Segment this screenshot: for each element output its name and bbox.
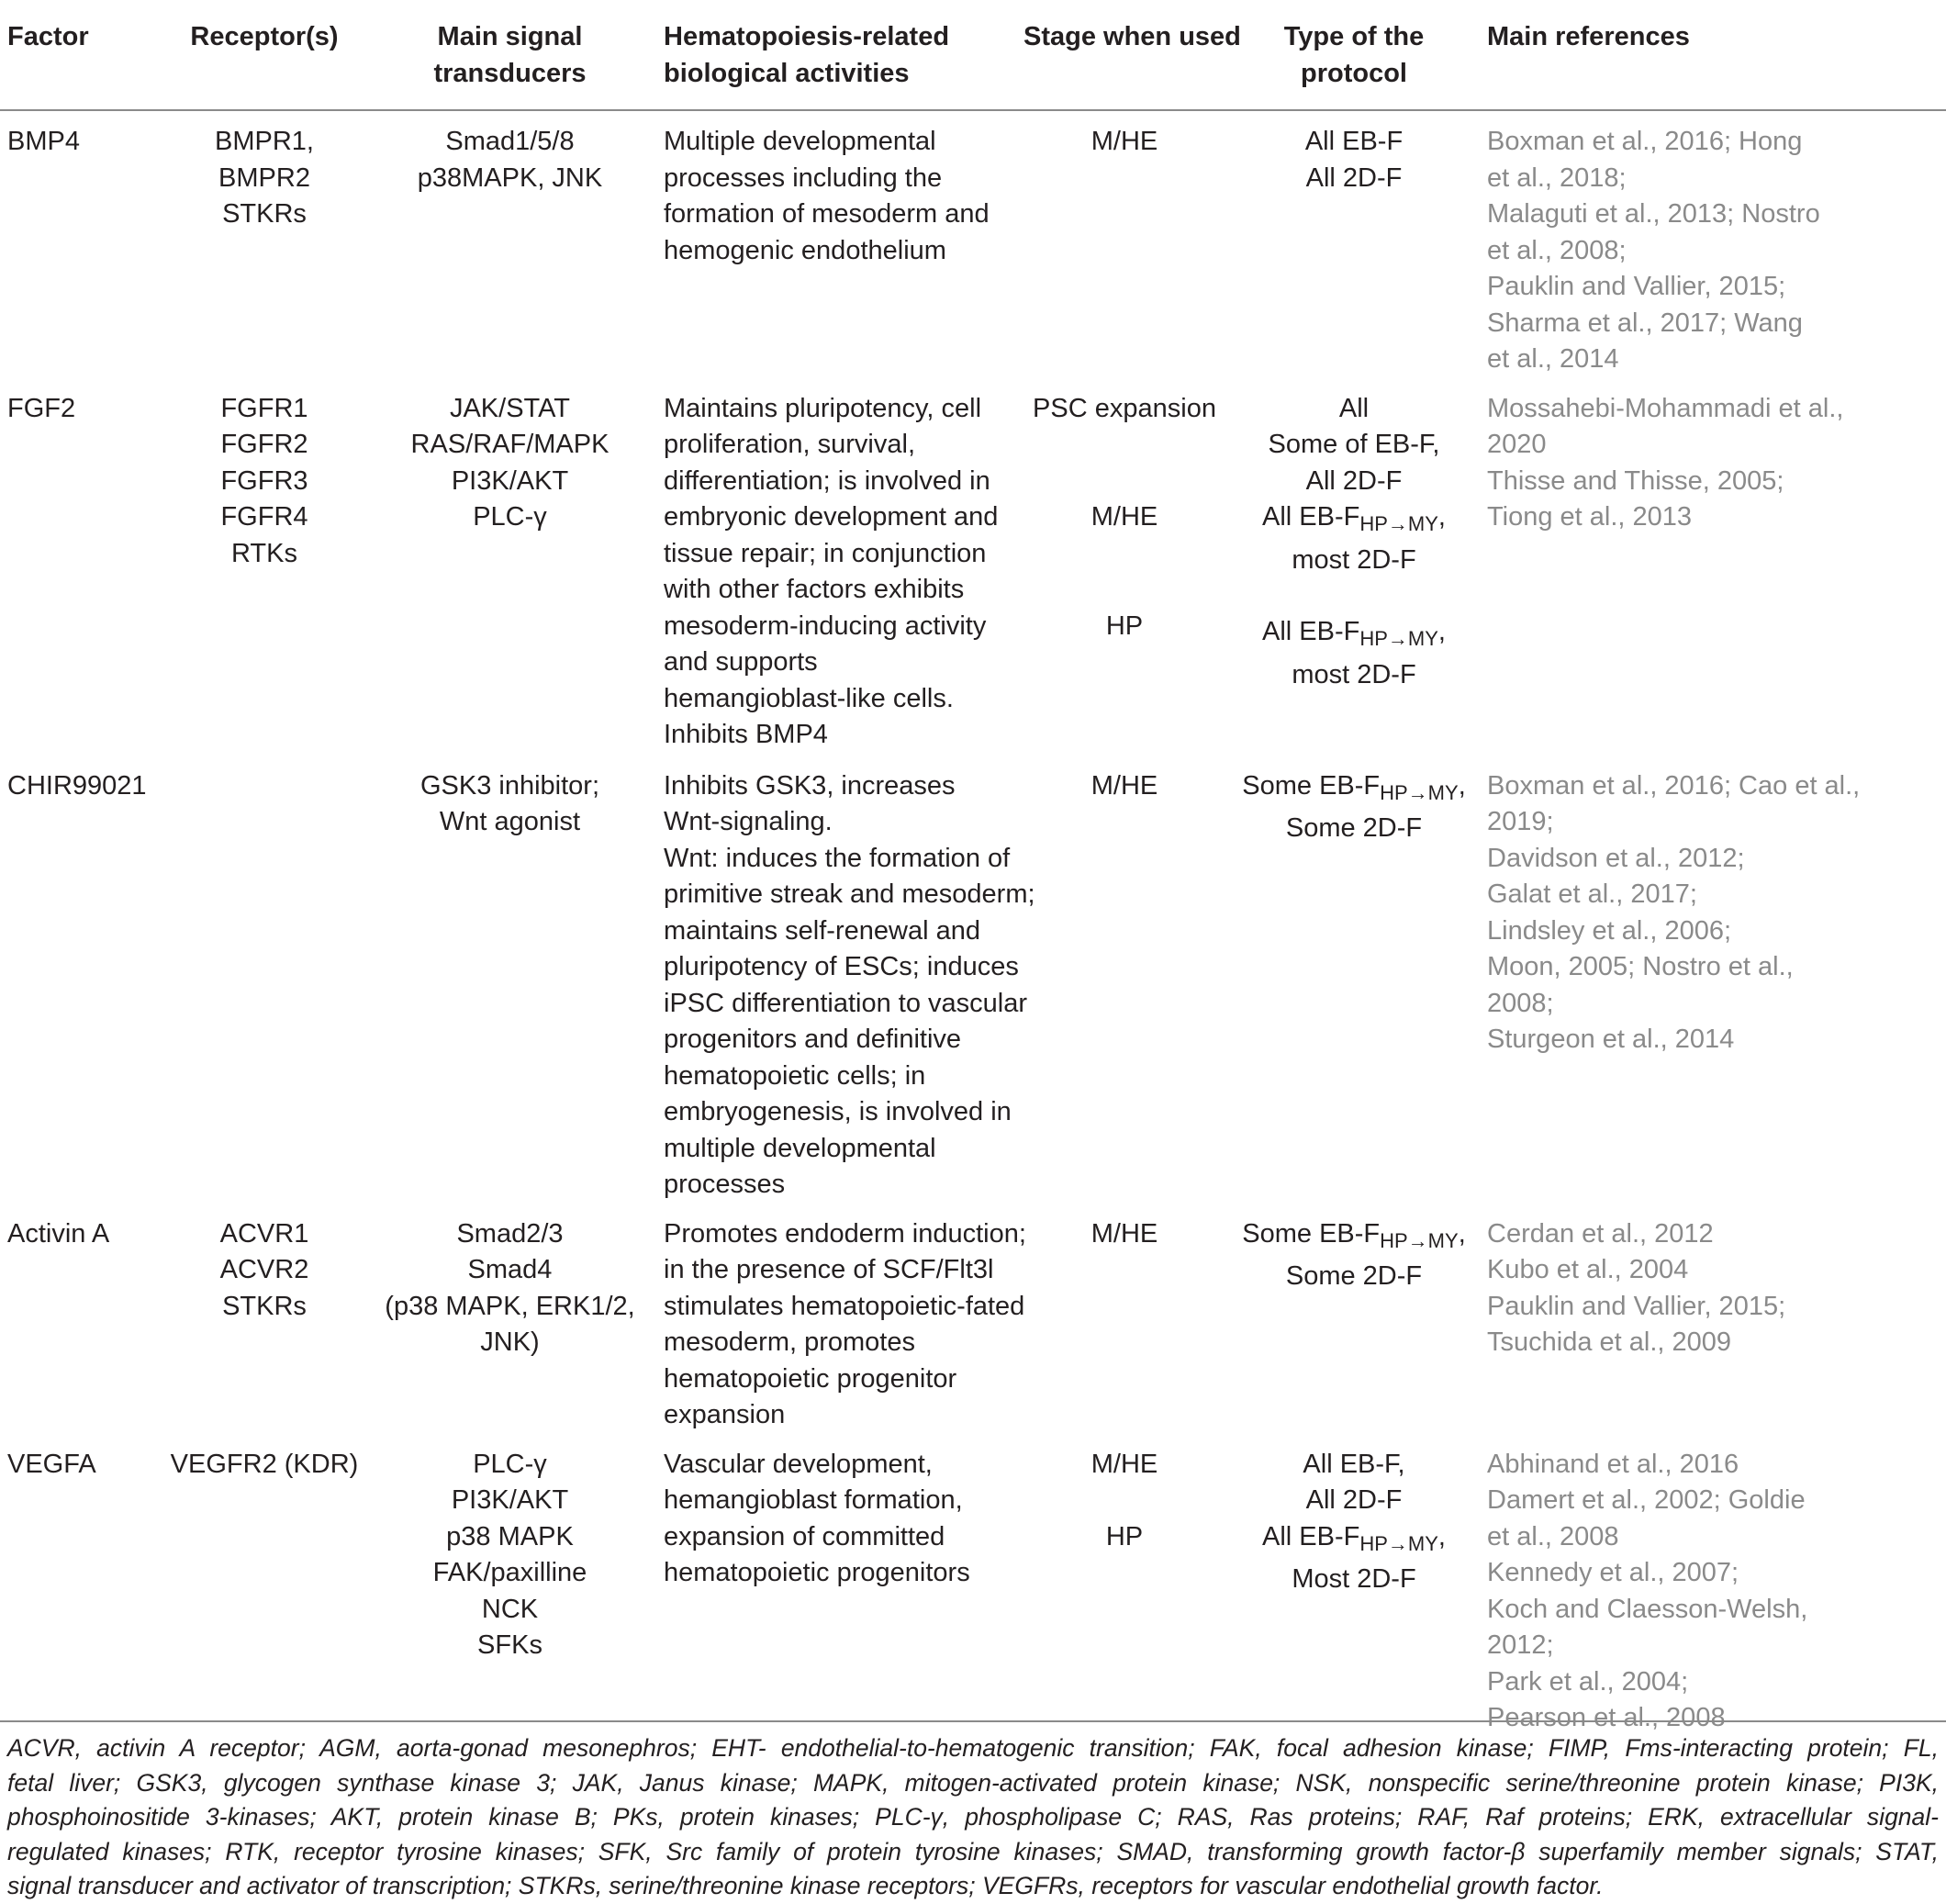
- receptors-cell: VEGFR2 (KDR): [170, 1449, 359, 1479]
- footnote-line: phosphoinositide 3-kinases; AKT, protein kinase B; PKs, protein kinases; PLC-γ, phospholipase C; RAS, Ras proteins; RAF, Raf proteins; ERK, extracellular signal-: [7, 1803, 1939, 1831]
- transducers-cell: Smad1/5/8 p38MAPK, JNK: [417, 127, 603, 193]
- table-footnote: [0, 1720, 1946, 1904]
- stage-cell: M/HE: [1090, 127, 1158, 156]
- stage-cell: M/HE: [1090, 770, 1158, 801]
- references-cell: Cerdan et al., 2012 Kubo et al., 2004 Pauklin and Vallier, 2015; Tsuchida et al., 2009: [1487, 1218, 1786, 1357]
- footnote-line: signal transducer and activator of transcription; STKRs, serine/threonine kinase receptors; VEGFRs, receptors for vascular endothelial growth factor.: [7, 1872, 1604, 1899]
- header-stage: Stage when used: [1023, 0, 1225, 110]
- table-row: [0, 756, 1946, 1204]
- protocol-cell: Some $EB-F_{HP\to MY}$, Some 2D-F: [1242, 770, 1466, 843]
- protocol-cell: Some $EB-F_{HP\to MY}$, Some 2D-F: [1242, 1218, 1466, 1291]
- references-cell: Mossahebi-Mohammadi et al., 2020 Thisse and Thisse, 2005; Tiong et al., 2013: [1487, 393, 1844, 532]
- stage-cell: M/HE: [1090, 1218, 1158, 1249]
- protocol-cell: All EB-F All 2D-F: [1304, 127, 1404, 193]
- receptors-cell: BMPR1, BMPR2 STKRs: [215, 127, 314, 229]
- transducers-cell: PLC-γ PI3K/AKT p38 MAPK FAK/paxilline NCK SFKs: [432, 1449, 587, 1660]
- activities-cell: Promotes endoderm induction; in the presence of SCF/Flt3l stimulates hematopoietic-fated mesoderm, promotes hematopoietic progenitor expansion: [664, 1218, 1026, 1429]
- activities-cell: Multiple developmental processes including the formation of mesoderm and hemogenic endothelium: [664, 127, 990, 265]
- receptors-cell: FGFR1 FGFR2 FGFR3 FGFR4 RTKs: [220, 393, 308, 568]
- table-row: [0, 378, 1946, 756]
- table-row: [0, 110, 1946, 378]
- activities-cell: Maintains pluripotency, cell proliferation, survival, differentiation; is involved in embryonic development and tissue repair; in conjunction with other factors exhibits mesoderm-inducing activity and supports hemangioblast-like cells. Inhibits BMP4: [664, 393, 999, 749]
- header-references: Main references: [1482, 0, 1946, 110]
- receptors-cell: [163, 756, 365, 1204]
- factor-cell: Activin A: [7, 1218, 110, 1249]
- activities-cell: Vascular development, hemangioblast formation, expansion of committed hematopoietic progenitors: [664, 1449, 970, 1587]
- table-row: [0, 1204, 1946, 1434]
- references-cell: Boxman et al., 2016; Hong et al., 2018; Malaguti et al., 2013; Nostro et al., 2008; Pauklin and Vallier, 2015; Sharma et al., 2017; Wang et al., 2014: [1487, 127, 1820, 374]
- header-protocol: Type of the protocol: [1225, 0, 1482, 110]
- stage-cell: M/HE HP: [1090, 1449, 1158, 1551]
- factor-cell: CHIR99021: [7, 770, 147, 801]
- header-transducers: Main signal transducers: [365, 0, 654, 110]
- header-row: [0, 0, 1946, 110]
- transducers-cell: Smad2/3 Smad4 (p38 MAPK, ERK1/2, JNK): [385, 1218, 635, 1357]
- header-receptors: Receptor(s): [163, 0, 365, 110]
- footnote-line: regulated kinases; RTK, receptor tyrosine kinases; SFK, Src family of protein tyrosine kinases; SMAD, transforming growth factor-β superfamily member signals; STAT,: [7, 1837, 1939, 1865]
- references-cell: Abhinand et al., 2016 Damert et al., 2002; Goldie et al., 2008 Kennedy et al., 2007; Koch and Claesson-Welsh, 2012; Park et al., 2004; Pearson et al., 2008: [1487, 1449, 1808, 1732]
- header-activities: Hematopoiesis-related biological activities: [654, 0, 1023, 110]
- footnote-line: fetal liver; GSK3, glycogen synthase kinase 3; JAK, Janus kinase; MAPK, mitogen-activated protein kinase; NSK, nonspecific serine/threonine protein kinase; PI3K,: [7, 1768, 1939, 1797]
- header-factor: Factor: [0, 0, 163, 110]
- transducers-cell: JAK/STAT RAS/RAF/MAPK PI3K/AKT PLC-γ: [410, 393, 610, 532]
- references-cell: Boxman et al., 2016; Cao et al., 2019; Davidson et al., 2012; Galat et al., 2017; Lindsley et al., 2006; Moon, 2005; Nostro et al., 2008; Sturgeon et al., 2014: [1487, 770, 1861, 1054]
- factor-cell: FGF2: [7, 393, 76, 423]
- protocol-cell: All EB-F, All 2D-F All $EB-F_{HP\to MY}$, Most 2D-F: [1262, 1449, 1446, 1594]
- footnote-line: ACVR, activin A receptor; AGM, aorta-gonad mesonephros; EHT- endothelial-to-hematogenic transition; FAK, focal adhesion kinase; FIMP, Fms-interacting protein; FL,: [7, 1734, 1939, 1762]
- protocol-cell: All Some of EB-F, All 2D-F All $EB-F_{HP\to MY}$, most 2D-F All $EB-F_{HP\to MY}$, most 2D-F: [1262, 393, 1446, 689]
- transducers-cell: GSK3 inhibitor; Wnt agonist: [419, 770, 600, 836]
- activities-cell: Inhibits GSK3, increases Wnt-signaling. Wnt: induces the formation of primitive streak and mesoderm; maintains self-renewal and pluripotency of ESCs; induces iPSC differentiation to vascular progenitors and definitive hematopoietic cells; in embryogenesis, is involved in multiple developmental processes: [664, 770, 1035, 1199]
- factor-cell: BMP4: [7, 127, 80, 156]
- table-row: [0, 1434, 1946, 1748]
- receptors-cell: ACVR1 ACVR2 STKRs: [219, 1218, 309, 1321]
- factor-cell: VEGFA: [7, 1449, 96, 1479]
- stage-cell: PSC expansion M/HE HP: [1033, 393, 1216, 641]
